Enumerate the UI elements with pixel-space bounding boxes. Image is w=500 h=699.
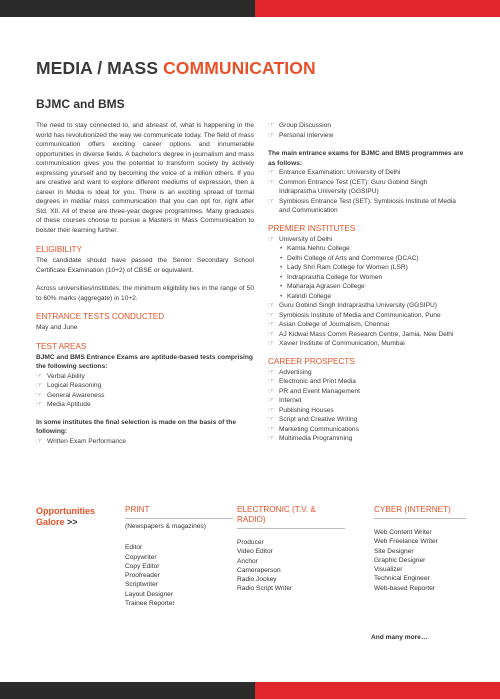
hand-pointer-icon: ☞ xyxy=(268,302,275,309)
list-item: Graphic Designer xyxy=(374,556,426,564)
list-item: • Lady Shri Ram College for Women (LSR) xyxy=(280,264,408,271)
list-item: Web-based Reporter xyxy=(374,584,436,592)
final-selection-list xyxy=(36,437,254,447)
double-arrow-icon: >> xyxy=(67,517,78,527)
cyber-jobs-column xyxy=(374,505,466,593)
hand-pointer-icon: ☞ xyxy=(268,368,275,376)
page-title xyxy=(36,58,316,79)
list-item: Cameraperson xyxy=(237,566,281,574)
list-item: ☞ AJ Kidwai Mass Comm Research Centre, Jamia, New Delhi xyxy=(268,330,454,338)
hand-pointer-icon: ☞ xyxy=(268,321,275,328)
list-item: Web Content Writer xyxy=(374,529,432,536)
list-item: ☞ Entrance Examination: University of Delhi xyxy=(268,169,401,176)
hand-pointer-icon: ☞ xyxy=(36,391,43,399)
final-selection-list-continued xyxy=(268,121,466,140)
list-item: Radio Script Writer xyxy=(237,585,293,593)
eligibility-text-1: The candidate should have passed the Senior Secondary School Certificate Examination (10+2) of CBSE or equivalent. xyxy=(36,257,254,274)
hand-pointer-icon: ☞ xyxy=(268,178,275,186)
other-institutes-list xyxy=(268,301,466,349)
list-item: Layout Designer xyxy=(125,590,174,598)
list-item: ☞ Guru Gobind Singh Indraprastha University (GGSIPU) xyxy=(268,302,437,309)
list-item: • Delhi College of Arts and Commerce (DCAC) xyxy=(280,254,419,262)
list-item: ☞ Electronic and Print Media xyxy=(268,378,356,385)
and-many-more-text: And many more… xyxy=(371,634,428,641)
hand-pointer-icon: ☞ xyxy=(268,397,275,404)
hand-pointer-icon: ☞ xyxy=(268,197,275,205)
hand-pointer-icon: ☞ xyxy=(268,435,275,442)
list-item: ☞ Media Aptitude xyxy=(36,401,91,408)
electronic-jobs-list xyxy=(237,538,345,594)
list-item: ☞ Internet xyxy=(268,397,302,404)
list-item: • Indraprastha College for Women xyxy=(280,273,383,281)
hand-pointer-icon: ☞ xyxy=(268,330,275,338)
top-band xyxy=(0,0,500,17)
premier-institutes-list xyxy=(268,235,466,245)
hand-pointer-icon: ☞ xyxy=(268,406,275,414)
hand-pointer-icon: ☞ xyxy=(268,416,275,423)
list-item: Producer xyxy=(237,539,264,546)
cyber-jobs-list xyxy=(374,528,466,593)
list-item: ☞ Marketing Communications xyxy=(268,425,359,433)
opportunities-title-line1: Opportunities xyxy=(36,506,95,516)
list-item: ☞ Xavier Institute of Communication, Mumbai xyxy=(268,340,405,347)
bottom-band xyxy=(0,682,500,699)
hand-pointer-icon: ☞ xyxy=(268,311,275,319)
top-band-red xyxy=(255,0,500,17)
hand-pointer-icon: ☞ xyxy=(36,401,43,408)
list-item: Copywriter xyxy=(125,553,157,561)
hand-pointer-icon: ☞ xyxy=(268,131,275,139)
main-exams-heading: The main entrance exams for BJMC and BMS programmes are as follows: xyxy=(268,150,464,167)
list-item: ☞ Advertising xyxy=(268,368,312,376)
title-part-media: MEDIA / MASS xyxy=(36,58,164,78)
list-item: ☞ Personal Interview xyxy=(268,131,334,139)
list-item: ☞ Asian College of Journalism, Chennai xyxy=(268,321,389,328)
bullet-dot-icon: • xyxy=(280,264,283,271)
main-exams-list xyxy=(268,168,466,216)
print-jobs-list xyxy=(125,543,233,608)
print-heading: PRINT xyxy=(125,505,233,519)
hand-pointer-icon: ☞ xyxy=(268,340,275,347)
electronic-heading: ELECTRONIC (T.V. & RADIO) xyxy=(237,505,345,529)
entrance-tests-text: May and June xyxy=(36,324,78,331)
intro-paragraph: The need to stay connected to, and abreast of, what is happening in the world has revolutionized the way we communicate today. The field of mass communication offers exciting career options and innumerable opportunities in diverse fields. A bachelor's degree in journalism and mass communication gives you the potential to transform society by actively expressing yourself and by becoming the voice of a million others. If you are creative and want to explore different mediums of expression, then a career in Media is ideal for you. There is an exciting spread of formal degrees in media/ mass communication that you can opt for, right after Std. XII. All of these are three-year degree programmes. Many graduates of these courses choose to pursue a Masters in Mass Communication to bolster their learning further. xyxy=(36,122,254,234)
list-item: ☞ PR and Event Management xyxy=(268,387,361,395)
left-column xyxy=(36,121,254,446)
hand-pointer-icon: ☞ xyxy=(36,382,43,389)
bullet-dot-icon: • xyxy=(280,254,283,262)
bullet-dot-icon: • xyxy=(280,245,283,252)
entrance-tests-heading: ENTRANCE TESTS CONDUCTED xyxy=(36,312,165,321)
list-item: Web Freelance Writer xyxy=(374,538,438,546)
opportunities-title xyxy=(36,506,95,528)
list-item: ☞ Verbal Ability xyxy=(36,372,85,380)
list-item: Scriptwriter xyxy=(125,581,158,589)
list-item: ☞ Symbiosis Entrance Test (SET): Symbiosis Institute of Media and Communication xyxy=(268,197,456,214)
list-item: Technical Engineer xyxy=(374,575,430,583)
test-areas-intro: BJMC and BMS Entrance Exams are aptitude-based tests comprising the following sections: xyxy=(36,353,253,370)
list-item: Video Editor xyxy=(237,548,273,556)
list-item: ☞ Symbiosis Institute of Media and Communication, Pune xyxy=(268,311,441,319)
hand-pointer-icon: ☞ xyxy=(268,169,275,176)
list-item: ☞ General Awareness xyxy=(36,391,105,399)
list-item: Trainee Reporter xyxy=(125,600,175,608)
title-part-communication: COMMUNICATION xyxy=(163,58,316,78)
list-item: Radio Jockey xyxy=(237,576,277,584)
career-prospects-heading: CAREER PROSPECTS xyxy=(268,356,355,366)
list-item: ☞ Script and Creative Writing xyxy=(268,416,358,423)
electronic-jobs-column xyxy=(237,505,345,594)
right-column xyxy=(268,121,466,444)
list-item: Visualizer xyxy=(374,566,403,574)
print-subheading: (Newspapers & magazines) xyxy=(125,523,206,530)
final-selection-note: In some institutes the final selection is made on the basis of the following: xyxy=(36,418,237,435)
list-item: ☞ Multimedia Programming xyxy=(268,435,353,442)
list-item: Copy Editor xyxy=(125,562,160,570)
hand-pointer-icon: ☞ xyxy=(36,372,43,380)
print-jobs-column xyxy=(125,505,233,608)
list-item: • Kalindi College xyxy=(280,292,331,300)
bottom-band-red xyxy=(255,682,500,699)
du-colleges-list xyxy=(268,244,466,301)
list-item: ☞ Group Discussion xyxy=(268,122,332,129)
list-item: Anchor xyxy=(237,557,258,565)
list-item: Editor xyxy=(125,544,143,552)
hand-pointer-icon: ☞ xyxy=(268,378,275,385)
hand-pointer-icon: ☞ xyxy=(268,122,275,129)
premier-institutes-heading: PREMIER INSTITUTES xyxy=(268,223,356,233)
list-item: ☞ Common Entrance Test (CET): Guru Gobind Singh Indraprastha University (GGSIPU) xyxy=(268,178,428,195)
hand-pointer-icon: ☞ xyxy=(268,425,275,433)
list-item: ☞ Publishing Houses xyxy=(268,406,334,414)
career-prospects-list xyxy=(268,368,466,444)
list-item: Proofreader xyxy=(125,572,160,580)
list-item: ☞ Logical Reasoning xyxy=(36,382,102,389)
test-areas-list xyxy=(36,372,254,410)
section-subtitle: BJMC and BMS xyxy=(36,97,125,111)
cyber-heading: CYBER (INTERNET) xyxy=(374,505,466,519)
top-band-dark xyxy=(0,0,255,17)
bottom-band-dark xyxy=(0,682,255,699)
list-item: • Maharaja Agrasen College xyxy=(280,283,365,290)
hand-pointer-icon: ☞ xyxy=(268,387,275,395)
hand-pointer-icon: ☞ xyxy=(268,235,275,243)
test-areas-heading: TEST AREAS xyxy=(36,341,87,351)
hand-pointer-icon: ☞ xyxy=(36,437,43,445)
bullet-dot-icon: • xyxy=(280,283,283,290)
eligibility-text-2: Across universities/institutes, the minimum eligibility lies in the range of 50 to 60% marks (aggregate) in 10+2. xyxy=(36,285,254,302)
bullet-dot-icon: • xyxy=(280,273,283,281)
list-item: ☞ Written Exam Performance xyxy=(36,437,127,445)
list-item: • Kamla Nehru College xyxy=(280,245,350,252)
opportunities-title-line2: Galore xyxy=(36,517,65,527)
list-item: ☞ University of Delhi xyxy=(268,235,333,243)
eligibility-heading: ELIGIBILITY xyxy=(36,245,82,254)
bullet-dot-icon: • xyxy=(280,292,283,300)
list-item: Site Designer xyxy=(374,547,414,555)
